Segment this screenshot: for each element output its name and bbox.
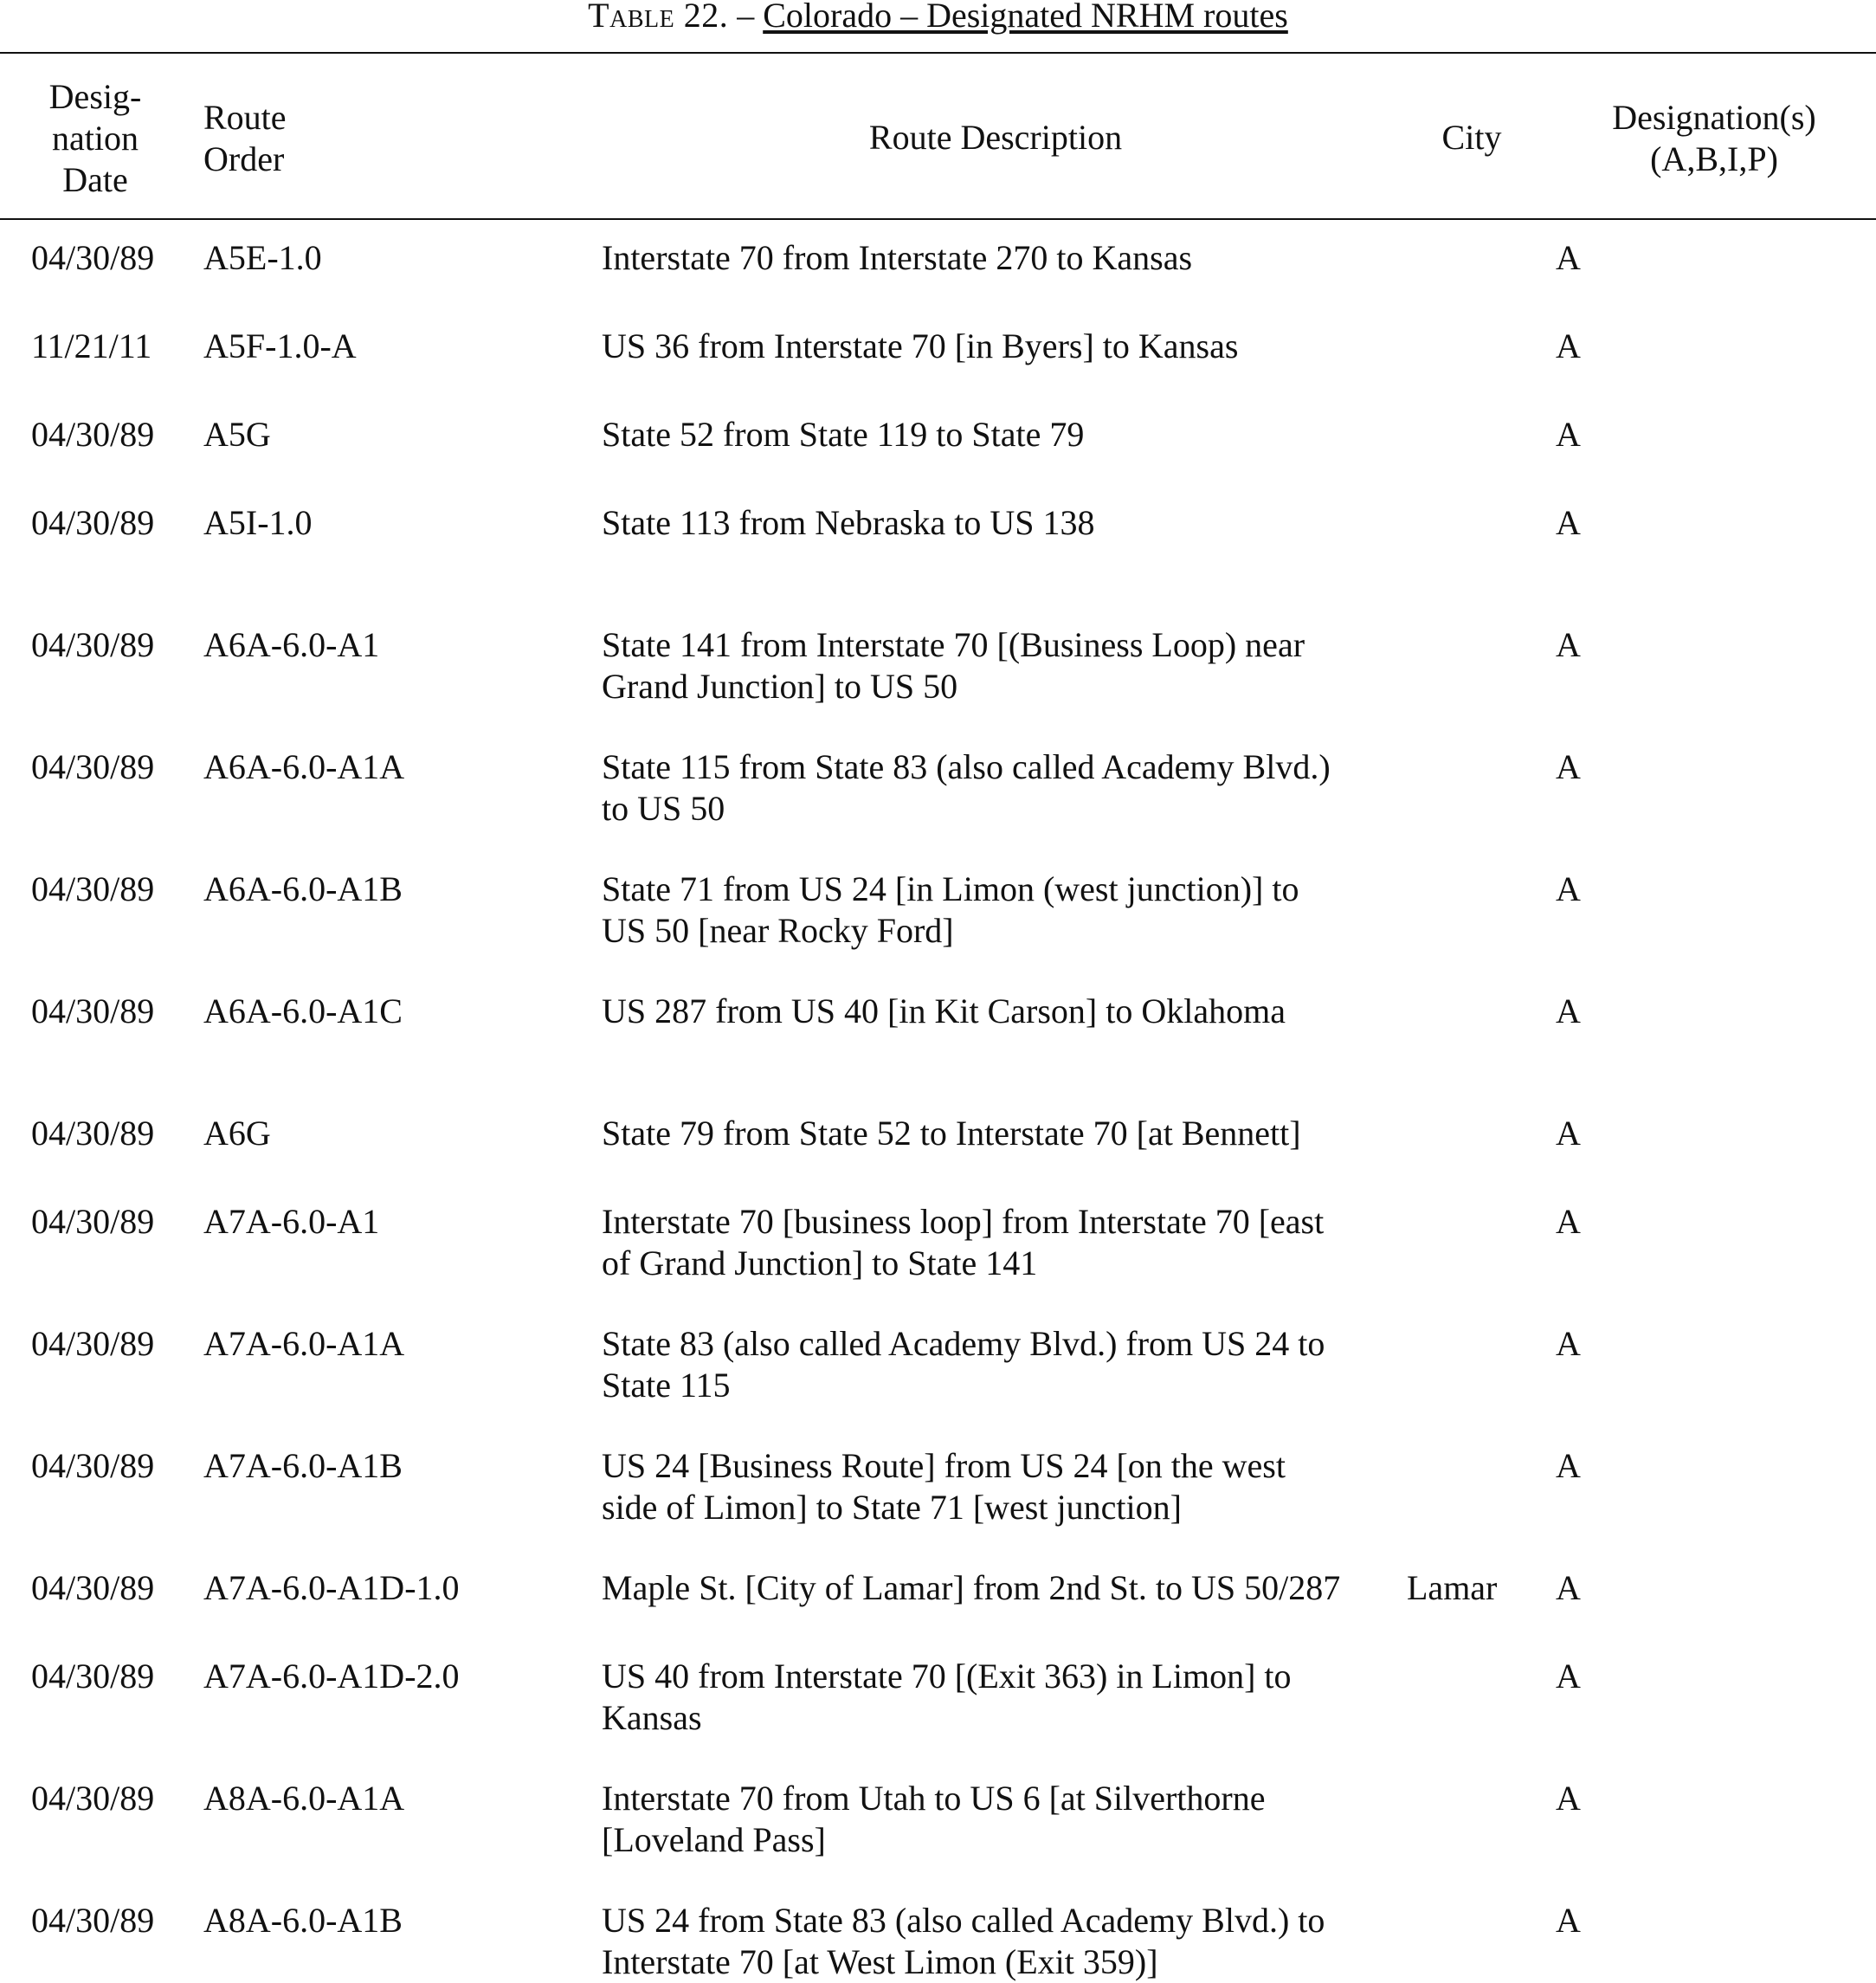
route-description-line: [Loveland Pass] [602,1820,826,1859]
route-description-line: Grand Junction] to US 50 [602,667,958,706]
route-order: A7A-6.0-A1 [203,1202,380,1241]
route-description-line: of Grand Junction] to State 141 [602,1243,1038,1282]
route-order: A5F-1.0-A [203,326,357,365]
designation-date: 04/30/89 [31,1568,155,1607]
designation-date: 04/30/89 [31,1324,155,1363]
header-route-order [203,97,420,180]
designation: A [1556,625,1581,664]
caption-dash: – [728,0,764,35]
header-order-line-2: Order [203,139,285,178]
table-row [0,414,1876,502]
route-description-line: US 50 [near Rocky Ford] [602,911,954,950]
route-order: A8A-6.0-A1A [203,1779,405,1818]
header-route-description: Route Description [868,118,1123,157]
route-description-line: Maple St. [City of Lamar] from 2nd St. to US 50/287 [602,1568,1341,1607]
designation: A [1556,326,1581,365]
designation-date: 04/30/89 [31,1446,155,1485]
route-description [602,746,1398,830]
route-description [602,1656,1398,1739]
route-order: A5G [203,415,271,454]
city: Lamar [1407,1568,1498,1607]
route-description [602,326,1398,367]
designation: A [1556,503,1581,542]
table-row [0,502,1876,624]
header-desig-line-2: (A,B,I,P) [1650,139,1778,178]
table-row [0,1567,1876,1656]
table-row [0,1656,1876,1778]
header-order-line-1: Route [203,98,287,137]
header-desig-line-1: Designation(s) [1612,98,1816,137]
designation: A [1556,238,1581,277]
route-description [602,1900,1398,1983]
route-description [602,1323,1398,1406]
designation-date: 11/21/11 [31,326,152,365]
route-order: A6A-6.0-A1C [203,992,403,1030]
header-date-line-2: nation [52,119,139,158]
route-description-line: to US 50 [602,789,725,828]
designation: A [1556,1446,1581,1485]
route-order: A6A-6.0-A1A [203,747,405,786]
designation: A [1556,415,1581,454]
route-description-line: State 115 [602,1366,731,1405]
table-row [0,746,1876,869]
designation-date: 04/30/89 [31,869,155,908]
route-description-line: Kansas [602,1698,702,1737]
table-row [0,326,1876,414]
designation-date: 04/30/89 [31,415,155,454]
designation-date: 04/30/89 [31,1657,155,1696]
route-order: A7A-6.0-A1A [203,1324,405,1363]
table-row [0,624,1876,746]
route-description [602,1567,1398,1609]
designation-date: 04/30/89 [31,747,155,786]
route-description-line: US 24 from State 83 (also called Academy Blvd.) to [602,1901,1325,1940]
route-description-line: State 113 from Nebraska to US 138 [602,503,1095,542]
header-date-line-1: Desig- [48,77,142,116]
route-description-line: State 141 from Interstate 70 [(Business Loop) near [602,625,1305,664]
table-body [0,237,1876,1983]
route-description-line: US 287 from US 40 [in Kit Carson] to Oklahoma [602,992,1286,1030]
route-description [602,991,1398,1032]
designation-date: 04/30/89 [31,1202,155,1241]
designation: A [1556,747,1581,786]
route-description-line: Interstate 70 [business loop] from Interstate 70 [east [602,1202,1325,1241]
designation-date: 04/30/89 [31,238,155,277]
table-row [0,869,1876,991]
designation-date: 04/30/89 [31,1114,155,1153]
route-description [602,1201,1398,1284]
route-description-line: Interstate 70 [at West Limon (Exit 359)] [602,1942,1158,1981]
designation: A [1556,1568,1581,1607]
designation: A [1556,1114,1581,1153]
route-order: A7A-6.0-A1D-1.0 [203,1568,460,1607]
route-description [602,237,1398,279]
route-description-line: State 79 from State 52 to Interstate 70 [at Bennett] [602,1114,1301,1153]
designation: A [1556,1779,1581,1818]
route-order: A7A-6.0-A1D-2.0 [203,1657,460,1696]
route-description [602,1778,1398,1861]
route-description [602,1113,1398,1154]
route-description-line: US 40 from Interstate 70 [(Exit 363) in Limon] to [602,1657,1292,1696]
table-row [0,1113,1876,1201]
table-label: Table 22. [588,0,729,35]
header-rule [0,218,1876,220]
designation: A [1556,1901,1581,1940]
route-description [602,502,1398,544]
table-row [0,1900,1876,1983]
route-description-line: Interstate 70 from Utah to US 6 [at Silverthorne [602,1779,1266,1818]
route-description [602,1445,1398,1528]
route-description-line: State 115 from State 83 (also called Academy Blvd.) [602,747,1331,786]
table-caption [0,0,1876,35]
route-description [602,869,1398,952]
header-city: City [1441,118,1502,157]
table-row [0,1323,1876,1445]
route-description [602,414,1398,455]
route-description [602,624,1398,707]
route-order: A8A-6.0-A1B [203,1901,403,1940]
header-designation-date [17,76,173,201]
route-description-line: US 36 from Interstate 70 [in Byers] to Kansas [602,326,1239,365]
route-order: A5E-1.0 [203,238,322,277]
route-description-line: US 24 [Business Route] from US 24 [on the west [602,1446,1286,1485]
route-description-line: State 71 from US 24 [in Limon (west junction)] to [602,869,1299,908]
table-row [0,991,1876,1113]
table-row [0,237,1876,326]
route-order: A6A-6.0-A1B [203,869,403,908]
route-order: A6A-6.0-A1 [203,625,380,664]
designation: A [1556,1324,1581,1363]
top-rule [0,52,1876,54]
route-order: A5I-1.0 [203,503,313,542]
designation-date: 04/30/89 [31,503,155,542]
route-description-line: State 52 from State 119 to State 79 [602,415,1085,454]
designation: A [1556,992,1581,1030]
table-title: Colorado – Designated NRHM routes [763,0,1288,35]
designation-date: 04/30/89 [31,1779,155,1818]
header-designations [1567,97,1861,180]
route-order: A6G [203,1114,271,1153]
table-row [0,1778,1876,1900]
route-description-line: Interstate 70 from Interstate 270 to Kansas [602,238,1193,277]
designation-date: 04/30/89 [31,1901,155,1940]
route-order: A7A-6.0-A1B [203,1446,403,1485]
designation: A [1556,1202,1581,1241]
designation: A [1556,869,1581,908]
designation: A [1556,1657,1581,1696]
route-description-line: side of Limon] to State 71 [west junction] [602,1488,1182,1527]
table-row [0,1201,1876,1323]
designation-date: 04/30/89 [31,992,155,1030]
header-date-line-3: Date [62,160,128,199]
designation-date: 04/30/89 [31,625,155,664]
route-description-line: State 83 (also called Academy Blvd.) from US 24 to [602,1324,1325,1363]
table-row [0,1445,1876,1567]
